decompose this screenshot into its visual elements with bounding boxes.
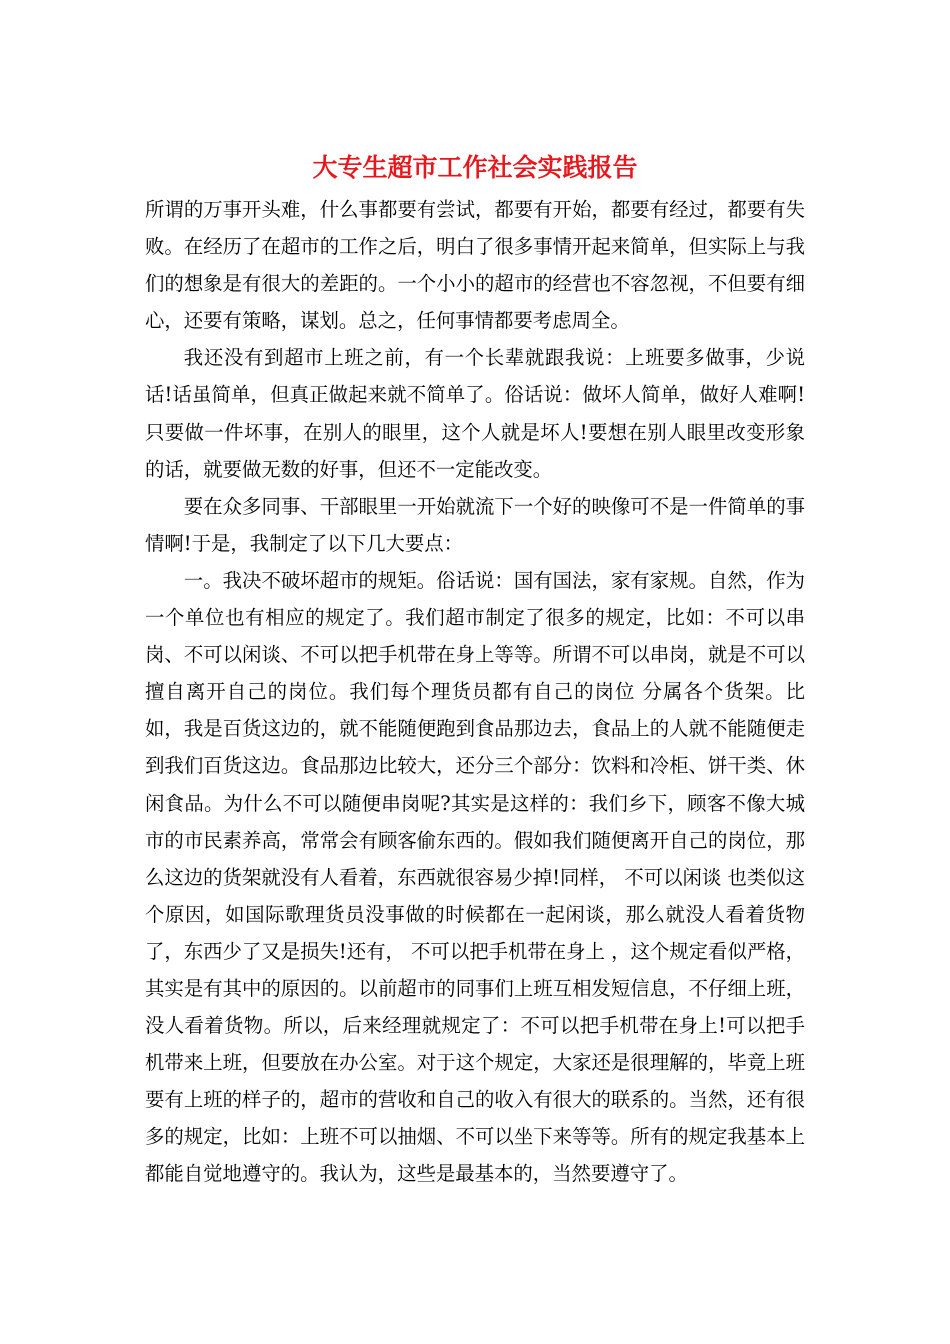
- document-body: [145, 191, 805, 1193]
- document-title: 大专生超市工作社会实践报告: [312, 153, 638, 182]
- paragraph-key-points: 要在众多同事、干部眼里一开始就流下一个好的映像可不是一件简单的事情啊!于是，我制定了以下几大要点：: [145, 494, 805, 555]
- paragraph-point-one-rules: 一。我决不破坏超市的规矩。俗话说：国有国法，家有家规。自然，作为一个单位也有相应的规定了。我们超市制定了很多的规定，比如：不可以串岗、不可以闲谈、不可以把手机带在身上等等。所谓不可以串岗，就是不可以擅自离开自己的岗位。我们每个理货员都有自己的岗位 分属各个货架。比如，我是百货这边的，就不能随便跑到食品那边去，食品上的人就不能随便走到我们百货这边。食品那边比较大，还分三个部分：饮料和冷柜、饼干类、休闲食品。为什么不可以随便串岗呢?其实是这样的：我们乡下，顾客不像大城市的市民素养高，常常会有顾客偷东西的。假如我们随便离开自己的岗位，那么这边的货架就没有人看着，东西就很容易少掉!同样， 不可以闲谈 也类似这个原因，如国际歌理货员没事做的时候都在一起闲谈，那么就没人看着货物了，东西少了又是损失!还有， 不可以把手机带在身上 ，这个规定看似严格，其实是有其中的原因的。以前超市的同事们上班互相发短信息，不仔细上班，没人看着货物。所以，后来经理就规定了：不可以把手机带在身上!可以把手机带来上班，但要放在办公室。对于这个规定，大家还是很理解的，毕竟上班要有上班的样子的，超市的营收和自己的收入有很大的联系的。当然，还有很多的规定，比如：上班不可以抽烟、不可以坐下来等等。所有的规定我基本上都能自觉地遵守的。我认为，这些是最基本的，当然要遵守了。: [145, 568, 806, 1186]
- paragraph-intro: 所谓的万事开头难，什么事都要有尝试，都要有开始，都要有经过，都要有失败。在经历了在超市的工作之后，明白了很多事情开起来简单，但实际上与我们的想象是有很大的差距的。一个小小的超市的经营也不容忽视，不但要有细心，还要有策略，谋划。总之，任何事情都要考虑周全。: [145, 198, 805, 333]
- paragraph-elder-advice: 我还没有到超市上班之前，有一个长辈就跟我说：上班要多做事，少说话!话虽简单，但真正做起来就不简单了。俗话说：做坏人简单，做好人难啊!只要做一件坏事，在别人的眼里，这个人就是坏人!要想在别人眼里改变形象的话，就要做无数的好事，但还不一定能改变。: [145, 346, 805, 481]
